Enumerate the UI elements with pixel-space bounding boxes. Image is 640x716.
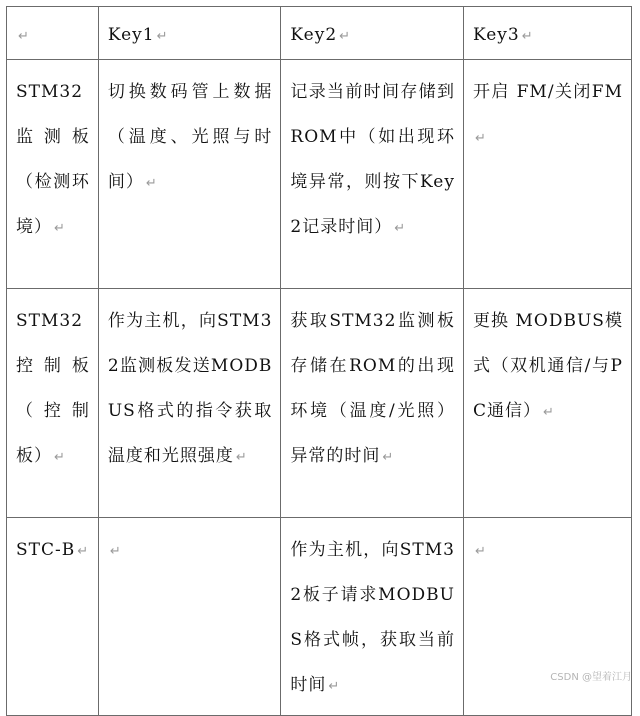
key3-cell [463,518,631,716]
header-cell-empty [7,7,99,60]
csdn-watermark: CSDN @望着江月 [550,672,632,683]
key2-cell [281,289,464,518]
key1-cell [98,289,281,518]
paragraph-mark-icon: ↵ [109,544,122,559]
key2-cell [281,60,464,289]
paragraph-mark-icon: ↵ [328,679,341,694]
cell-text: STM32监测板（检测环境） [16,82,90,237]
cell-text: 切换数码管上数据（温度、光照与时间） [107,82,273,192]
cell-text: 开启 FM/关闭FM [472,82,623,102]
paragraph-mark-icon: ↵ [394,221,407,236]
paragraph-mark-icon: ↵ [145,176,158,191]
paragraph-mark-icon: ↵ [77,544,90,559]
row-label-cell [7,518,99,716]
row-label-cell [7,60,99,289]
paragraph-mark-icon: ↵ [474,131,487,146]
key3-cell [463,60,631,289]
paragraph-mark-icon: ↵ [54,221,66,236]
table-row [7,289,632,518]
paragraph-mark-icon: ↵ [542,405,555,420]
cell-text: 获取STM32监测板存储在ROM的出现环境（温度/光照）异常的时间 [290,311,455,466]
cell-text: 作为主机，向STM32监测板发送MODBUS格式的指令获取温度和光照强度 [107,311,273,466]
table-row [7,60,632,289]
key2-cell [281,518,464,716]
header-cell-key3 [463,7,631,60]
row-label-cell [7,289,99,518]
cell-text: Key1 [107,25,155,45]
key1-cell [98,60,281,289]
key3-cell [463,289,631,518]
header-cell-key1 [98,7,281,60]
key1-cell [98,518,281,716]
cell-text: Key2 [290,25,338,45]
table-row [7,518,632,716]
header-row [7,7,632,60]
paragraph-mark-icon: ↵ [156,29,169,44]
paragraph-mark-icon: ↵ [521,29,534,44]
cell-text: 更换 MODBUS模式（双机通信/与PC通信） [472,311,623,421]
cell-text: 作为主机，向STM32板子请求MODBUS格式帧，获取当前时间 [290,540,455,695]
cell-text: STM32控制板（控制板） [16,311,90,466]
cell-text: Key3 [472,25,520,45]
header-cell-key2 [281,7,464,60]
paragraph-mark-icon: ↵ [235,450,248,465]
paragraph-mark-icon: ↵ [339,29,352,44]
paragraph-mark-icon: ↵ [18,29,30,44]
paragraph-mark-icon: ↵ [474,544,487,559]
cell-text: STC-B [16,540,76,560]
function-table [6,6,632,716]
paragraph-mark-icon: ↵ [54,450,66,465]
paragraph-mark-icon: ↵ [382,450,395,465]
cell-text: 记录当前时间存储到ROM中（如出现环境异常，则按下Key2记录时间） [290,82,455,237]
